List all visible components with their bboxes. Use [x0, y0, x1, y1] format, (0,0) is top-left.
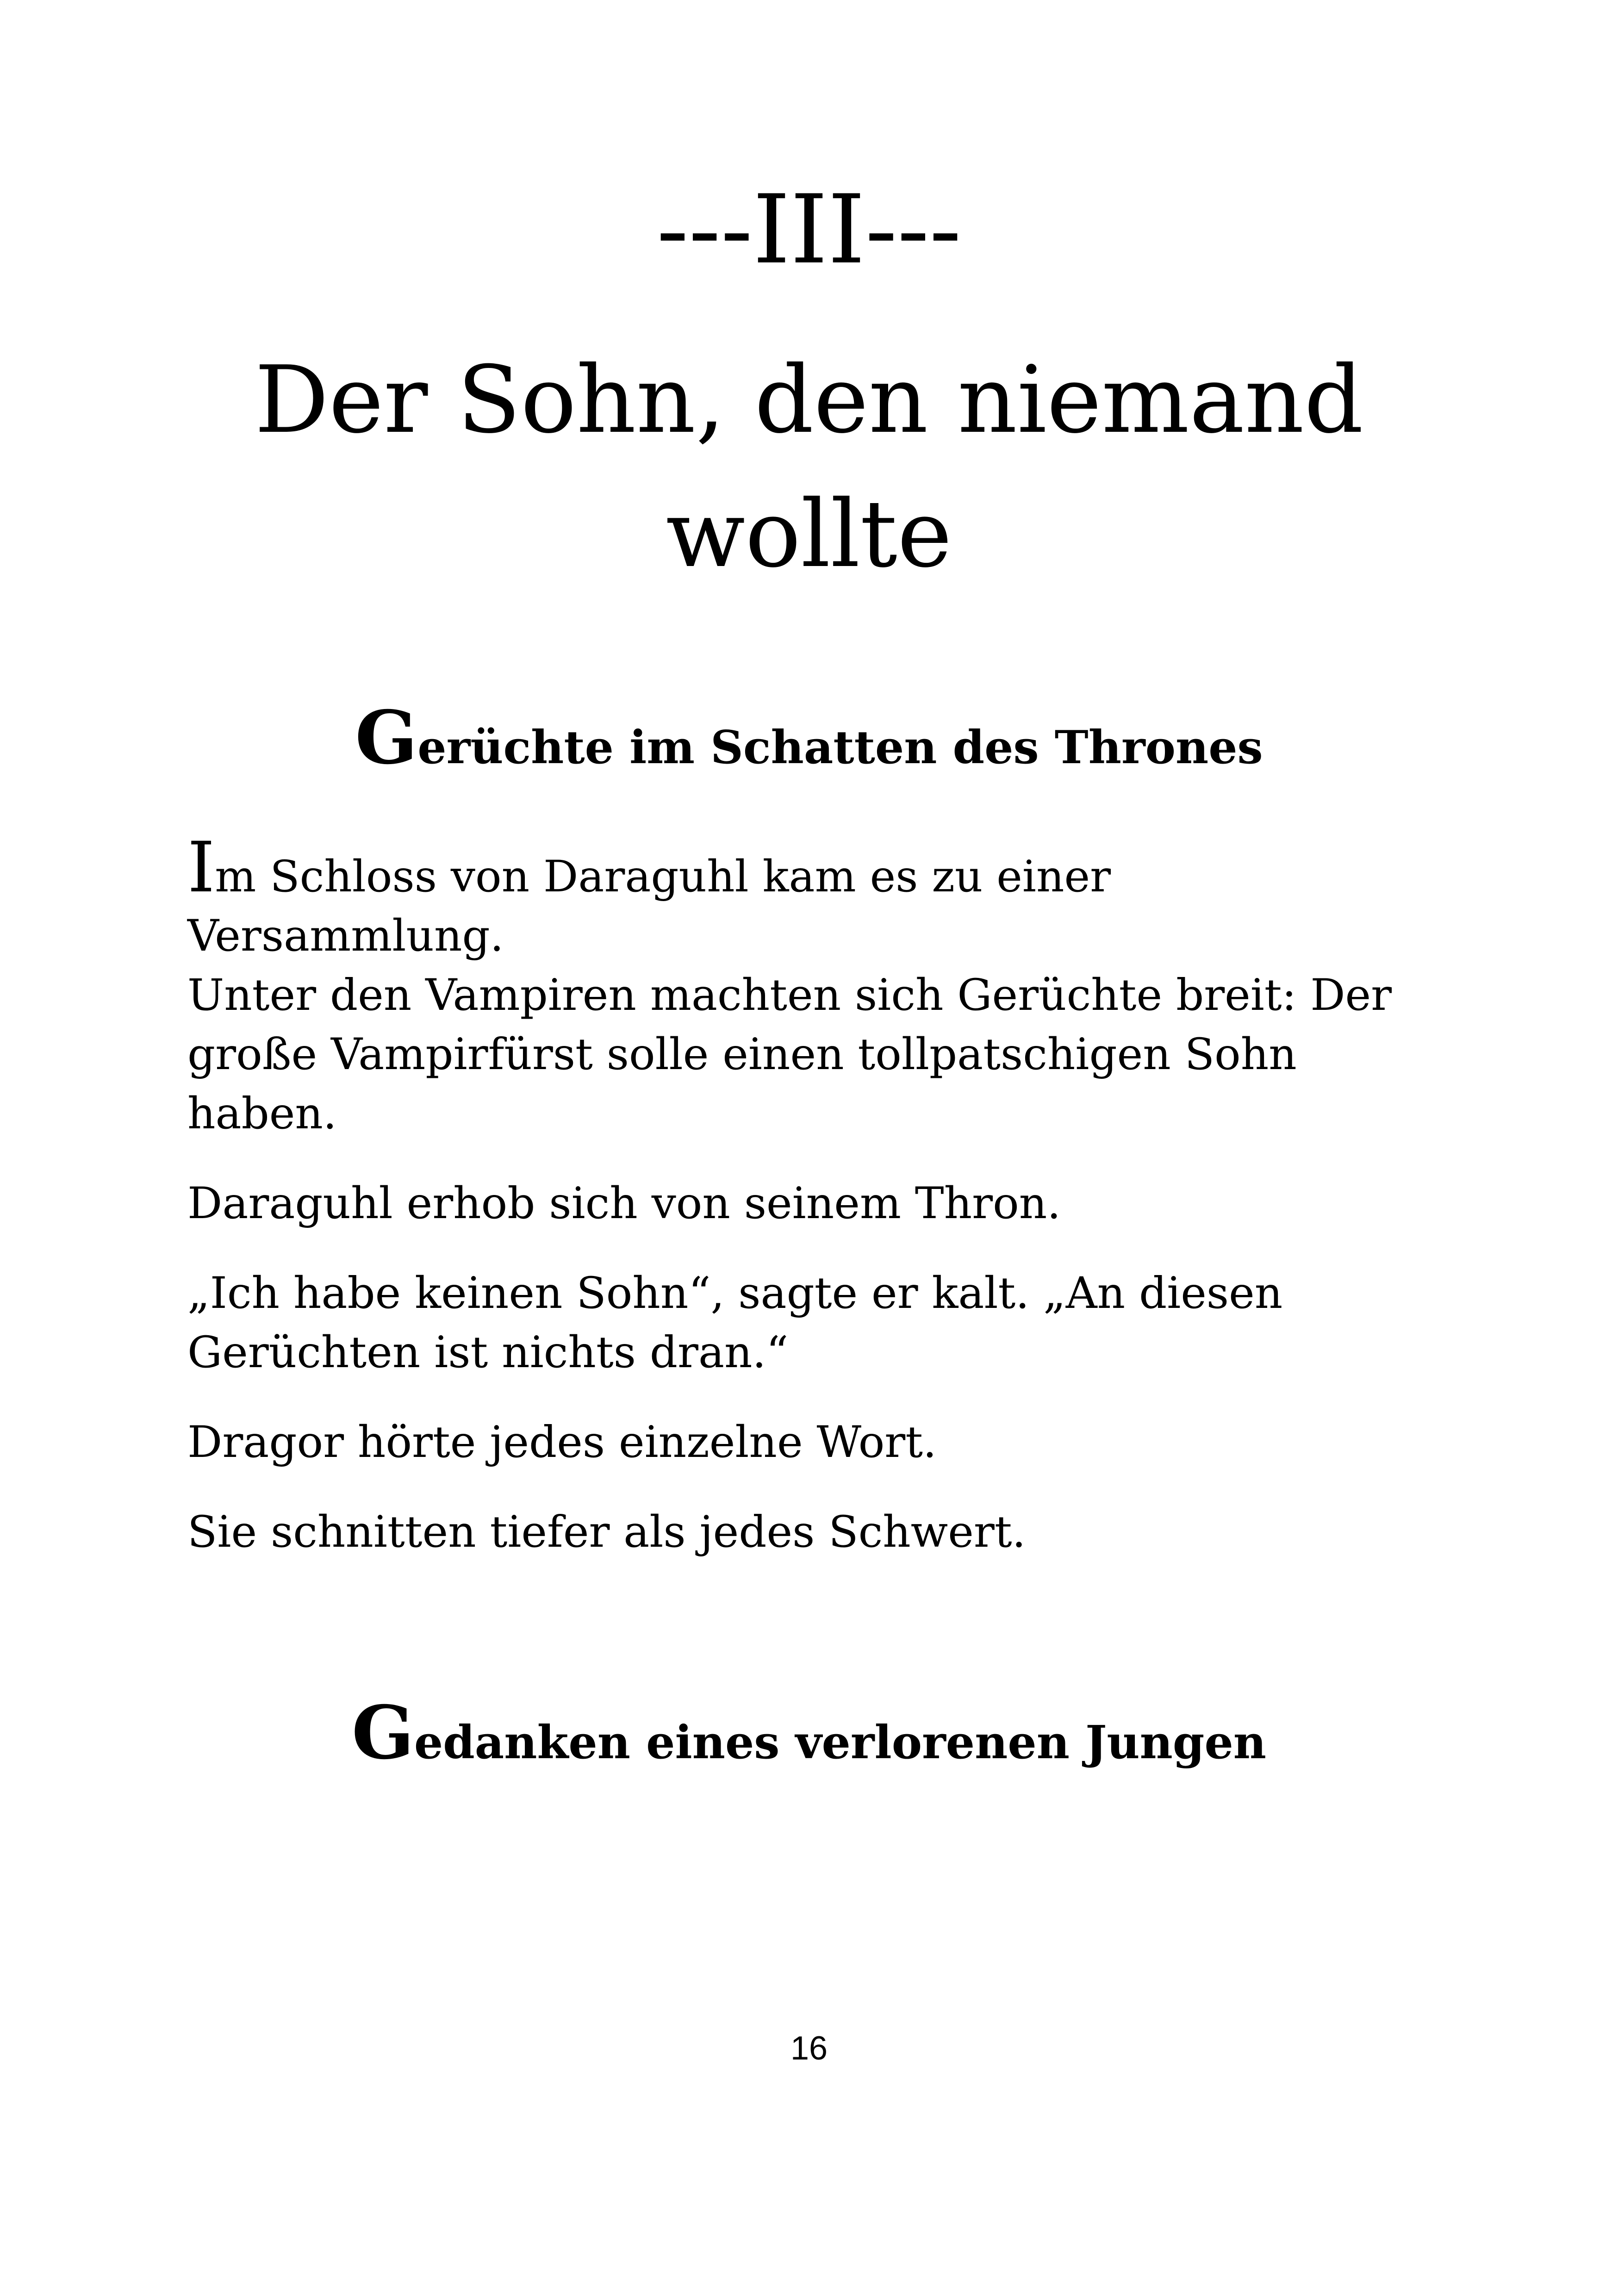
chapter-title [0, 333, 1618, 602]
chapter-title-line-1: Der Sohn, den niemand [255, 346, 1363, 454]
section-heading-2 [0, 1689, 1618, 1777]
paragraph-5: Dragor hörte jedes einzelne Wort. [187, 1417, 937, 1468]
section-heading-2-initial: G [351, 1690, 414, 1776]
chapter-title-line-2: wollte [666, 480, 952, 588]
paragraph-1-line-1: m Schloss von Daraguhl kam es zu einer [215, 852, 1111, 902]
drop-cap: I [187, 828, 215, 908]
section-heading-2-text: edanken eines verlorenen Jungen [414, 1716, 1267, 1769]
paragraph-6: Sie schnitten tiefer als jedes Schwert. [187, 1507, 1026, 1557]
paragraph-1 [187, 828, 1437, 966]
chapter-number: ---III--- [656, 175, 962, 285]
section-1-body [187, 828, 1437, 1593]
section-heading-1-initial: G [355, 695, 418, 781]
page-number: 16 [790, 2030, 828, 2067]
paragraph-3: Daraguhl erhob sich von seinem Thron. [187, 1178, 1061, 1229]
paragraph-1-line-2: Versammlung. [187, 911, 504, 961]
section-heading-1 [0, 694, 1618, 782]
paragraph-2: Unter den Vampiren machten sich Gerüchte breit: Der große Vampirfürst solle einen tollpatschigen Sohn haben. [187, 970, 1392, 1139]
section-heading-1-text: erüchte im Schatten des Thrones [417, 721, 1263, 774]
paragraph-4: „Ich habe keinen Sohn“, sagte er kalt. „An diesen Gerüchten ist nichts dran.“ [187, 1268, 1283, 1378]
